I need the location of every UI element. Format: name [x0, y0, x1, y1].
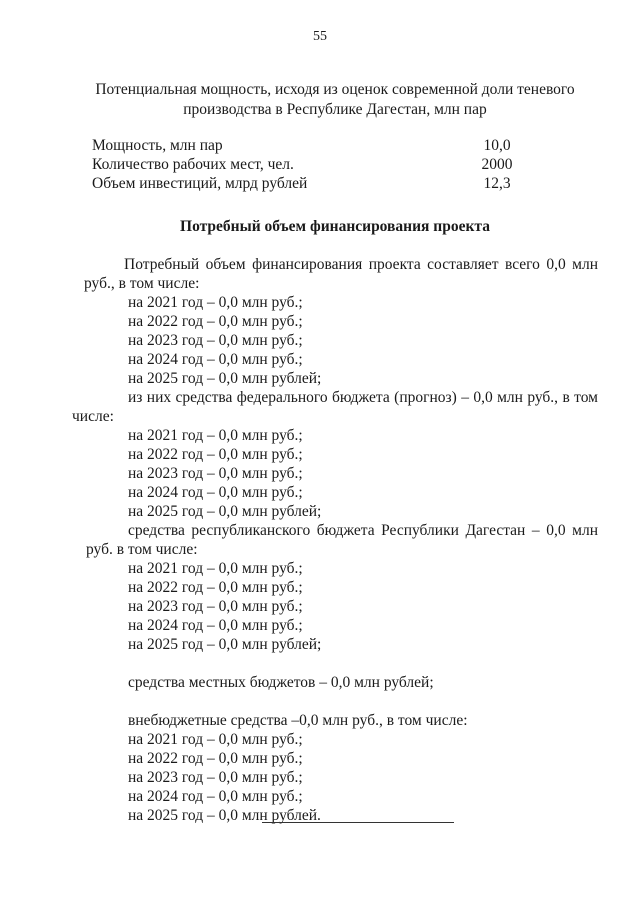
year-line: на 2025 год – 0,0 млн рублей;	[128, 503, 322, 520]
metric-value: 12,3	[483, 175, 511, 192]
caption-line-2: производства в Республике Дагестан, млн пар	[183, 101, 487, 118]
intro-paragraph	[86, 255, 598, 293]
year-line: на 2021 год – 0,0 млн руб.;	[128, 560, 303, 577]
year-line: на 2024 год – 0,0 млн руб.;	[128, 788, 303, 805]
year-line: на 2023 год – 0,0 млн руб.;	[128, 332, 303, 349]
metric-value: 2000	[481, 156, 513, 173]
metric-label: Мощность, млн пар	[92, 137, 223, 154]
republic-paragraph	[86, 521, 598, 559]
year-line: на 2021 год – 0,0 млн руб.;	[128, 427, 303, 444]
federal-continuation: числе:	[72, 408, 114, 425]
year-line: на 2022 год – 0,0 млн руб.;	[128, 750, 303, 767]
year-line: на 2021 год – 0,0 млн руб.;	[128, 294, 303, 311]
metric-row	[92, 174, 532, 193]
year-line: на 2023 год – 0,0 млн руб.;	[128, 769, 303, 786]
year-line: на 2022 год – 0,0 млн руб.;	[128, 446, 303, 463]
year-line: на 2024 год – 0,0 млн руб.;	[128, 484, 303, 501]
year-line: на 2025 год – 0,0 млн рублей.	[128, 807, 321, 824]
bottom-divider	[262, 822, 454, 823]
year-line: на 2023 год – 0,0 млн руб.;	[128, 598, 303, 615]
republic-continuation: руб. в том числе:	[86, 541, 198, 558]
metrics-table	[92, 136, 532, 193]
metric-label: Количество рабочих мест, чел.	[92, 156, 294, 173]
local-budget-line: средства местных бюджетов – 0,0 млн рублей;	[128, 674, 434, 691]
year-line: на 2024 год – 0,0 млн руб.;	[128, 617, 303, 634]
table-caption	[70, 80, 600, 120]
section-heading: Потребный объем финансирования проекта	[180, 218, 490, 235]
year-line: на 2023 год – 0,0 млн руб.;	[128, 465, 303, 482]
metric-value: 10,0	[483, 137, 511, 154]
intro-first-line: Потребный объем финансирования проекта составляет всего 0,0 млн	[124, 256, 598, 273]
federal-first-line: из них средства федерального бюджета (прогноз) – 0,0 млн руб., в том	[128, 389, 598, 406]
metric-label: Объем инвестиций, млрд рублей	[92, 175, 308, 192]
spacer	[86, 654, 598, 673]
metric-row	[92, 155, 532, 174]
year-line: на 2024 год – 0,0 млн руб.;	[128, 351, 303, 368]
financing-body	[72, 255, 598, 825]
metric-row	[92, 136, 532, 155]
spacer	[86, 692, 598, 711]
federal-paragraph	[72, 388, 598, 426]
year-line: на 2025 год – 0,0 млн рублей;	[128, 370, 322, 387]
extrabudget-line: внебюджетные средства –0,0 млн руб., в том числе:	[128, 712, 468, 729]
caption-line-1: Потенциальная мощность, исходя из оценок современной доли теневого	[95, 81, 575, 98]
republic-first-line: средства республиканского бюджета Республики Дагестан – 0,0 млн	[128, 522, 598, 539]
year-line: на 2025 год – 0,0 млн рублей;	[128, 636, 322, 653]
page-number: 55	[313, 29, 327, 44]
intro-continuation: руб., в том числе:	[84, 275, 200, 292]
year-line: на 2022 год – 0,0 млн руб.;	[128, 313, 303, 330]
year-line: на 2021 год – 0,0 млн руб.;	[128, 731, 303, 748]
year-line: на 2022 год – 0,0 млн руб.;	[128, 579, 303, 596]
